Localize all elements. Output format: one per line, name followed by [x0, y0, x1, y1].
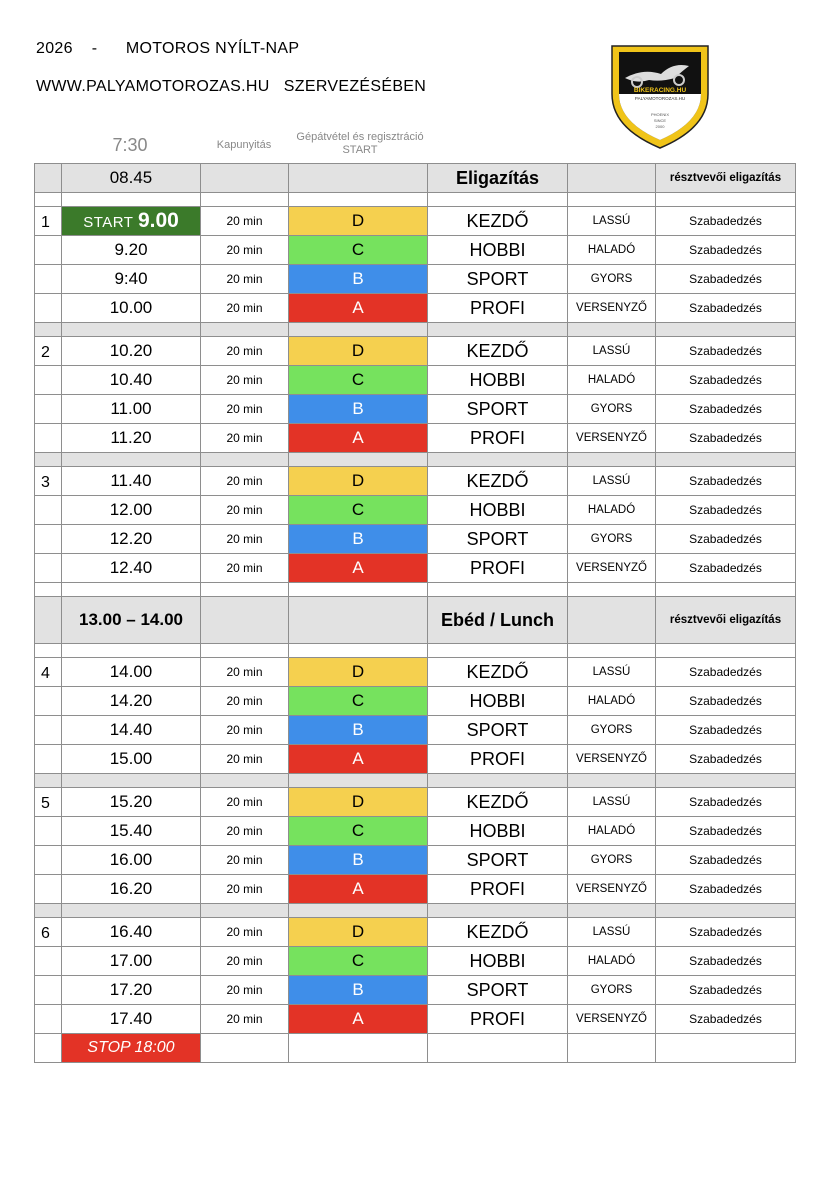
- separator-cell: [656, 774, 796, 788]
- level-label: SPORT: [428, 525, 568, 554]
- slot-duration: 20 min: [201, 716, 289, 745]
- speed-label: VERSENYZŐ: [568, 875, 656, 904]
- category-badge: B: [289, 525, 428, 554]
- lunch-note: résztvevői eligazítás: [656, 597, 796, 644]
- start-label: START: [83, 214, 134, 231]
- session-row: [35, 265, 796, 294]
- level-label: SPORT: [428, 265, 568, 294]
- gate-open-label: Kapunyitás: [216, 139, 272, 151]
- category-badge: C: [289, 366, 428, 395]
- separator-cell: [35, 904, 62, 918]
- separator-cell: [289, 323, 428, 337]
- session-number: [35, 745, 62, 774]
- session-type: Szabadedzés: [656, 236, 796, 265]
- slot-time: 11.40: [62, 467, 201, 496]
- level-label: KEZDŐ: [428, 207, 568, 236]
- separator-cell: [201, 453, 289, 467]
- category-badge: D: [289, 467, 428, 496]
- slot-time: 16.40: [62, 918, 201, 947]
- session-row: [35, 236, 796, 265]
- logo-brand: BIKERACING.HU: [633, 87, 687, 94]
- speed-label: HALADÓ: [568, 947, 656, 976]
- session-number: [35, 817, 62, 846]
- speed-label: LASSÚ: [568, 207, 656, 236]
- slot-time: 17.40: [62, 1005, 201, 1034]
- separator-cell: [568, 904, 656, 918]
- slot-time: 11.20: [62, 424, 201, 453]
- separator-cell: [289, 583, 428, 597]
- session-number: [35, 294, 62, 323]
- category-badge: B: [289, 976, 428, 1005]
- gate-open-time: 7:30: [112, 135, 148, 155]
- category-badge: C: [289, 817, 428, 846]
- empty-cell: [568, 164, 656, 193]
- separator-cell: [35, 193, 62, 207]
- session-type: Szabadedzés: [656, 525, 796, 554]
- session-type: Szabadedzés: [656, 875, 796, 904]
- slot-duration: 20 min: [201, 467, 289, 496]
- lunch-title: Ebéd / Lunch: [428, 597, 568, 644]
- session-row: [35, 817, 796, 846]
- slot-time: 15.00: [62, 745, 201, 774]
- session-number: [35, 846, 62, 875]
- empty-cell: [201, 597, 289, 644]
- separator-cell: [62, 644, 201, 658]
- slot-time: 11.00: [62, 395, 201, 424]
- level-label: KEZDŐ: [428, 467, 568, 496]
- speed-label: LASSÚ: [568, 788, 656, 817]
- session-row: [35, 976, 796, 1005]
- empty-cell: [289, 597, 428, 644]
- level-label: SPORT: [428, 846, 568, 875]
- speed-label: LASSÚ: [568, 337, 656, 366]
- level-label: HOBBI: [428, 687, 568, 716]
- separator-cell: [62, 193, 201, 207]
- slot-time: 9:40: [62, 265, 201, 294]
- session-type: Szabadedzés: [656, 947, 796, 976]
- session-row: [35, 788, 796, 817]
- slot-time: 17.20: [62, 976, 201, 1005]
- briefing-title: Eligazítás: [428, 164, 568, 193]
- event-title: 2026 - MOTOROS NYÍLT-NAP: [36, 40, 300, 57]
- session-row: [35, 467, 796, 496]
- speed-label: VERSENYZŐ: [568, 554, 656, 583]
- session-number: [35, 1005, 62, 1034]
- separator-row: [35, 644, 796, 658]
- slot-time: 16.00: [62, 846, 201, 875]
- slot-time: 15.40: [62, 817, 201, 846]
- speed-label: VERSENYZŐ: [568, 424, 656, 453]
- separator-cell: [568, 323, 656, 337]
- organizer-line: WWW.PALYAMOTOROZAS.HU SZERVEZÉSÉBEN: [36, 78, 427, 95]
- session-type: Szabadedzés: [656, 554, 796, 583]
- session-number: [35, 366, 62, 395]
- separator-cell: [289, 193, 428, 207]
- session-type: Szabadedzés: [656, 716, 796, 745]
- level-label: KEZDŐ: [428, 337, 568, 366]
- separator-cell: [656, 644, 796, 658]
- slot-time: 12.20: [62, 525, 201, 554]
- category-badge: D: [289, 918, 428, 947]
- session-row: [35, 716, 796, 745]
- empty-cell: [656, 1034, 796, 1063]
- slot-time: 10.40: [62, 366, 201, 395]
- slot-duration: 20 min: [201, 337, 289, 366]
- empty-cell: [35, 1034, 62, 1063]
- slot-duration: 20 min: [201, 976, 289, 1005]
- session-row: [35, 1005, 796, 1034]
- separator-cell: [201, 193, 289, 207]
- speed-label: LASSÚ: [568, 467, 656, 496]
- speed-label: GYORS: [568, 265, 656, 294]
- session-row: [35, 496, 796, 525]
- category-badge: A: [289, 745, 428, 774]
- slot-duration: 20 min: [201, 846, 289, 875]
- session-row: [35, 846, 796, 875]
- category-badge: B: [289, 395, 428, 424]
- separator-cell: [568, 583, 656, 597]
- session-type: Szabadedzés: [656, 424, 796, 453]
- session-type: Szabadedzés: [656, 467, 796, 496]
- separator-cell: [201, 774, 289, 788]
- separator-cell: [656, 323, 796, 337]
- separator-cell: [62, 904, 201, 918]
- separator-cell: [35, 453, 62, 467]
- speed-label: LASSÚ: [568, 658, 656, 687]
- slot-duration: 20 min: [201, 658, 289, 687]
- speed-label: GYORS: [568, 716, 656, 745]
- level-label: HOBBI: [428, 947, 568, 976]
- session-type: Szabadedzés: [656, 846, 796, 875]
- category-badge: D: [289, 788, 428, 817]
- separator-cell: [428, 453, 568, 467]
- session-row: [35, 745, 796, 774]
- separator-cell: [428, 583, 568, 597]
- level-label: SPORT: [428, 395, 568, 424]
- separator-cell: [62, 583, 201, 597]
- session-type: Szabadedzés: [656, 976, 796, 1005]
- speed-label: HALADÓ: [568, 687, 656, 716]
- level-label: HOBBI: [428, 366, 568, 395]
- speed-label: GYORS: [568, 395, 656, 424]
- speed-label: LASSÚ: [568, 918, 656, 947]
- speed-label: GYORS: [568, 846, 656, 875]
- session-row: [35, 294, 796, 323]
- category-badge: D: [289, 337, 428, 366]
- stop-badge: STOP 18:00: [62, 1034, 201, 1063]
- session-number: [35, 716, 62, 745]
- category-badge: B: [289, 716, 428, 745]
- session-number: 2: [35, 337, 62, 366]
- slot-duration: 20 min: [201, 554, 289, 583]
- separator-row: [35, 583, 796, 597]
- slot-time: 10.00: [62, 294, 201, 323]
- slot-time: 14.20: [62, 687, 201, 716]
- level-label: PROFI: [428, 875, 568, 904]
- separator-row: [35, 774, 796, 788]
- category-badge: D: [289, 207, 428, 236]
- session-number: [35, 395, 62, 424]
- session-type: Szabadedzés: [656, 745, 796, 774]
- level-label: KEZDŐ: [428, 788, 568, 817]
- session-type: Szabadedzés: [656, 265, 796, 294]
- session-type: Szabadedzés: [656, 788, 796, 817]
- logo-tag3: 2000: [655, 124, 665, 129]
- slot-duration: 20 min: [201, 918, 289, 947]
- slot-time: 16.20: [62, 875, 201, 904]
- slot-time: 14.40: [62, 716, 201, 745]
- empty-cell: [201, 164, 289, 193]
- briefing-num-cell: [35, 164, 62, 193]
- slot-duration: 20 min: [201, 1005, 289, 1034]
- session-number: [35, 554, 62, 583]
- separator-cell: [428, 193, 568, 207]
- slot-time: 15.20: [62, 788, 201, 817]
- level-label: KEZDŐ: [428, 658, 568, 687]
- session-type: Szabadedzés: [656, 366, 796, 395]
- session-number: [35, 496, 62, 525]
- speed-label: HALADÓ: [568, 236, 656, 265]
- session-type: Szabadedzés: [656, 337, 796, 366]
- separator-row: [35, 904, 796, 918]
- separator-row: [35, 323, 796, 337]
- session-row: [35, 658, 796, 687]
- category-badge: B: [289, 265, 428, 294]
- slot-duration: 20 min: [201, 947, 289, 976]
- category-badge: B: [289, 846, 428, 875]
- session-number: [35, 236, 62, 265]
- separator-cell: [62, 453, 201, 467]
- separator-cell: [656, 453, 796, 467]
- separator-cell: [35, 323, 62, 337]
- start-time: 9.00: [137, 209, 179, 232]
- slot-duration: 20 min: [201, 236, 289, 265]
- category-badge: C: [289, 947, 428, 976]
- session-row: [35, 207, 796, 236]
- separator-cell: [568, 193, 656, 207]
- separator-cell: [656, 193, 796, 207]
- separator-cell: [35, 583, 62, 597]
- empty-cell: [201, 1034, 289, 1063]
- empty-cell: [568, 597, 656, 644]
- speed-label: HALADÓ: [568, 817, 656, 846]
- session-type: Szabadedzés: [656, 687, 796, 716]
- session-type: Szabadedzés: [656, 817, 796, 846]
- speed-label: GYORS: [568, 525, 656, 554]
- session-type: Szabadedzés: [656, 658, 796, 687]
- slot-duration: 20 min: [201, 496, 289, 525]
- separator-cell: [289, 774, 428, 788]
- session-number: [35, 265, 62, 294]
- level-label: PROFI: [428, 1005, 568, 1034]
- session-row: [35, 554, 796, 583]
- session-row: [35, 395, 796, 424]
- briefing-note: résztvevői eligazítás: [656, 164, 796, 193]
- session-number: [35, 525, 62, 554]
- separator-cell: [201, 904, 289, 918]
- session-row: [35, 947, 796, 976]
- session-number: 1: [35, 207, 62, 236]
- empty-cell: [428, 1034, 568, 1063]
- slot-duration: 20 min: [201, 817, 289, 846]
- category-badge: A: [289, 554, 428, 583]
- category-badge: C: [289, 687, 428, 716]
- separator-cell: [568, 644, 656, 658]
- separator-cell: [62, 774, 201, 788]
- separator-cell: [656, 904, 796, 918]
- session-number: [35, 687, 62, 716]
- speed-label: VERSENYZŐ: [568, 745, 656, 774]
- category-badge: C: [289, 236, 428, 265]
- level-label: HOBBI: [428, 236, 568, 265]
- schedule-table: [34, 163, 796, 1063]
- speed-label: VERSENYZŐ: [568, 1005, 656, 1034]
- level-label: HOBBI: [428, 817, 568, 846]
- separator-cell: [201, 583, 289, 597]
- slot-duration: 20 min: [201, 788, 289, 817]
- session-row: [35, 366, 796, 395]
- separator-cell: [428, 904, 568, 918]
- start-badge: [62, 207, 201, 236]
- level-label: PROFI: [428, 424, 568, 453]
- separator-cell: [289, 644, 428, 658]
- level-label: PROFI: [428, 294, 568, 323]
- logo-site: PALYAMOTOROZAS.HU: [634, 96, 686, 101]
- speed-label: GYORS: [568, 976, 656, 1005]
- separator-cell: [428, 323, 568, 337]
- session-number: [35, 947, 62, 976]
- slot-duration: 20 min: [201, 265, 289, 294]
- session-type: Szabadedzés: [656, 1005, 796, 1034]
- separator-cell: [201, 323, 289, 337]
- category-badge: D: [289, 658, 428, 687]
- separator-cell: [428, 644, 568, 658]
- speed-label: HALADÓ: [568, 496, 656, 525]
- slot-duration: 20 min: [201, 525, 289, 554]
- slot-duration: 20 min: [201, 424, 289, 453]
- session-row: [35, 918, 796, 947]
- session-type: Szabadedzés: [656, 207, 796, 236]
- level-label: KEZDŐ: [428, 918, 568, 947]
- category-badge: A: [289, 875, 428, 904]
- empty-cell: [289, 164, 428, 193]
- slot-duration: 20 min: [201, 395, 289, 424]
- session-row: [35, 687, 796, 716]
- registration-label: Gépátvétel és regisztráció START: [296, 131, 424, 156]
- empty-cell: [289, 1034, 428, 1063]
- slot-duration: 20 min: [201, 294, 289, 323]
- level-label: SPORT: [428, 976, 568, 1005]
- separator-cell: [62, 323, 201, 337]
- session-type: Szabadedzés: [656, 294, 796, 323]
- lunch-num-cell: [35, 597, 62, 644]
- lunch-row: [35, 597, 796, 644]
- level-label: SPORT: [428, 716, 568, 745]
- session-type: Szabadedzés: [656, 395, 796, 424]
- stop-row: [35, 1034, 796, 1063]
- separator-cell: [568, 453, 656, 467]
- separator-row: [35, 193, 796, 207]
- briefing-row: [35, 164, 796, 193]
- session-row: [35, 424, 796, 453]
- separator-cell: [35, 644, 62, 658]
- slot-time: 10.20: [62, 337, 201, 366]
- session-type: Szabadedzés: [656, 496, 796, 525]
- separator-cell: [201, 644, 289, 658]
- slot-duration: 20 min: [201, 875, 289, 904]
- separator-cell: [568, 774, 656, 788]
- logo-tag2: SINCE: [653, 118, 667, 123]
- lunch-time: 13.00 – 14.00: [62, 597, 201, 644]
- speed-label: HALADÓ: [568, 366, 656, 395]
- slot-time: 9.20: [62, 236, 201, 265]
- separator-cell: [289, 453, 428, 467]
- category-badge: C: [289, 496, 428, 525]
- level-label: PROFI: [428, 554, 568, 583]
- separator-cell: [656, 583, 796, 597]
- session-row: [35, 337, 796, 366]
- category-badge: A: [289, 424, 428, 453]
- slot-time: 12.40: [62, 554, 201, 583]
- session-number: 5: [35, 788, 62, 817]
- slot-time: 17.00: [62, 947, 201, 976]
- session-number: [35, 875, 62, 904]
- empty-cell: [568, 1034, 656, 1063]
- logo-tag1: PHOENIX: [650, 112, 670, 117]
- briefing-time: 08.45: [62, 164, 201, 193]
- separator-cell: [428, 774, 568, 788]
- session-type: Szabadedzés: [656, 918, 796, 947]
- level-label: HOBBI: [428, 496, 568, 525]
- category-badge: A: [289, 1005, 428, 1034]
- separator-cell: [289, 904, 428, 918]
- session-number: [35, 976, 62, 1005]
- slot-duration: 20 min: [201, 207, 289, 236]
- separator-cell: [35, 774, 62, 788]
- slot-duration: 20 min: [201, 687, 289, 716]
- slot-duration: 20 min: [201, 745, 289, 774]
- session-number: [35, 424, 62, 453]
- session-number: 4: [35, 658, 62, 687]
- slot-time: 14.00: [62, 658, 201, 687]
- bikeracing-logo: [609, 42, 711, 150]
- session-row: [35, 875, 796, 904]
- category-badge: A: [289, 294, 428, 323]
- speed-label: VERSENYZŐ: [568, 294, 656, 323]
- session-number: 6: [35, 918, 62, 947]
- separator-row: [35, 453, 796, 467]
- session-number: 3: [35, 467, 62, 496]
- level-label: PROFI: [428, 745, 568, 774]
- slot-time: 12.00: [62, 496, 201, 525]
- slot-duration: 20 min: [201, 366, 289, 395]
- session-row: [35, 525, 796, 554]
